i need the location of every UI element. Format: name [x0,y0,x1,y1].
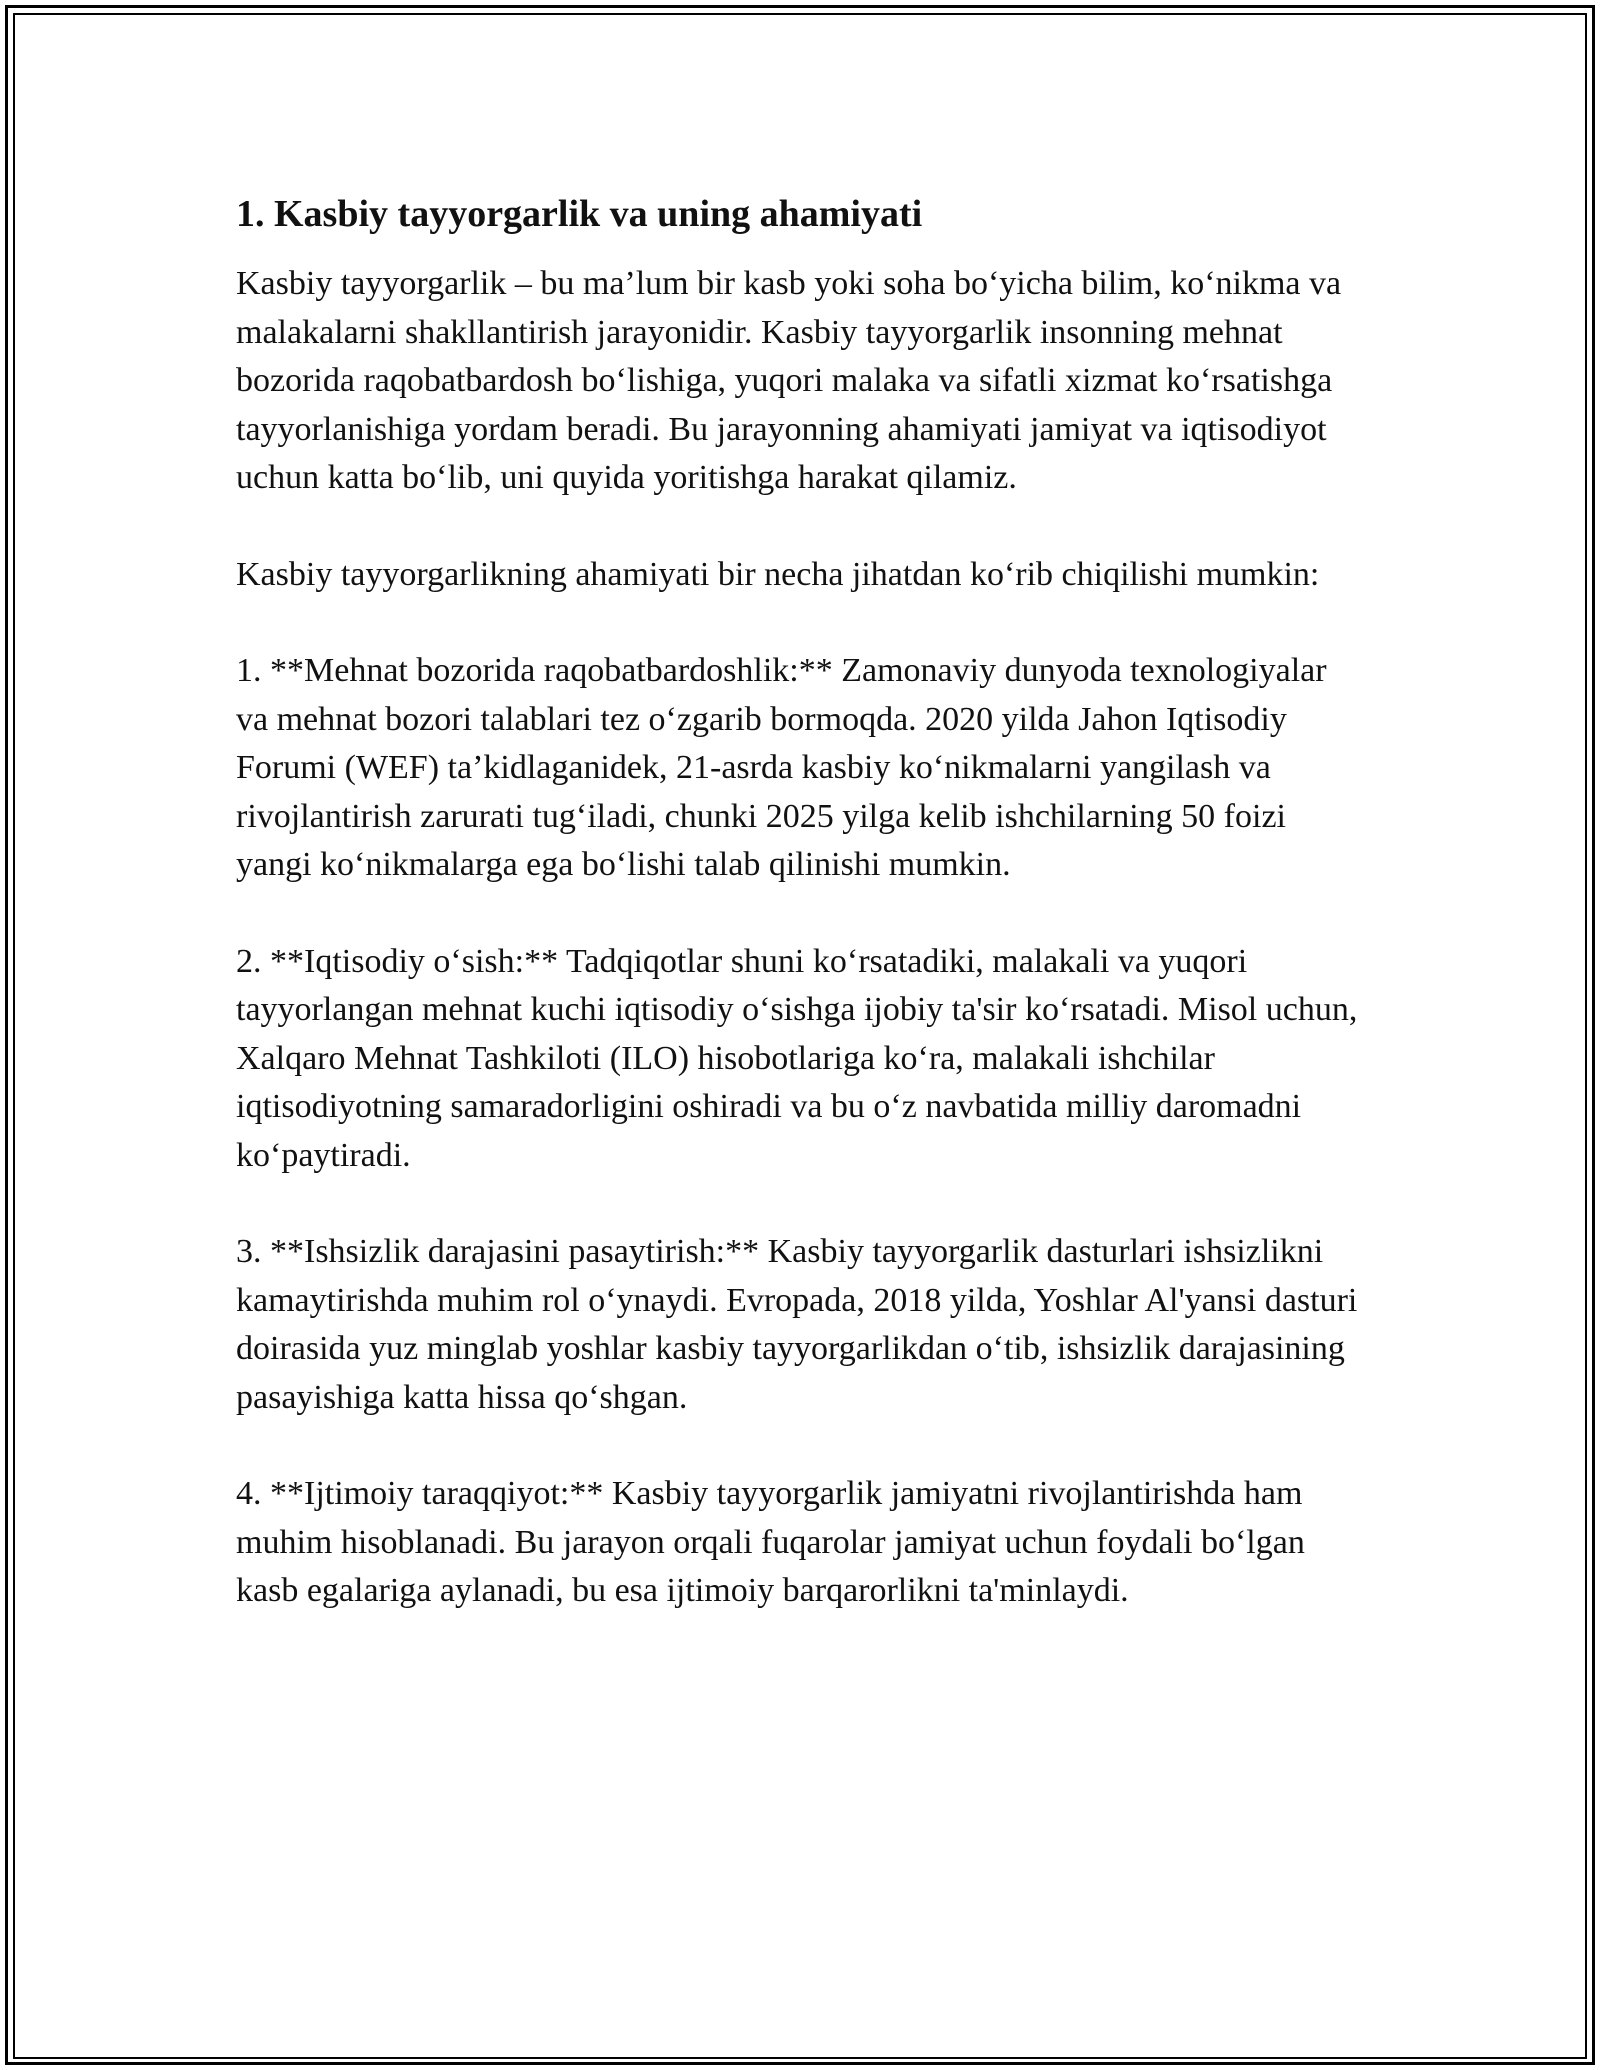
document-body [236,190,1366,1664]
point-4-paragraph: 4. **Ijtimoiy taraqqiyot:** Kasbiy tayyorgarlik jamiyatni rivojlantirishda ham muhim hisoblanadi. Bu jarayon orqali fuqarolar jamiyat uchun foydali bo‘lgan kasb egalariga aylanadi, bu esa ijtimoiy barqarorlikni ta'minlaydi. [236,1475,1305,1609]
point-2-paragraph: 2. **Iqtisodiy o‘sish:** Tadqiqotlar shuni ko‘rsatadiki, malakali va yuqori tayyorlangan mehnat kuchi iqtisodiy o‘sishga ijobiy ta'sir ko‘rsatadi. Misol uchun, Xalqaro Mehnat Tashkiloti (ILO) hisobotlariga ko‘ra, malakali ishchilar iqtisodiyotning samaradorligini oshiradi va bu o‘z navbatida milliy daromadni ko‘paytiradi. [236,942,1358,1174]
point-1-paragraph: 1. **Mehnat bozorida raqobatbardoshlik:** Zamonaviy dunyoda texnologiyalar va mehnat bozori talablari tez o‘zgarib bormoqda. 2020 yilda Jahon Iqtisodiy Forumi (WEF) ta’kidlaganidek, 21-asrda kasbiy ko‘nikmalarni yangilash va rivojlantirish zarurati tug‘iladi, chunki 2025 yilga kelib ishchilarning 50 foizi yangi ko‘nikmalarga ega bo‘lishi talab qilinishi mumkin. [236,652,1327,883]
lead-in-paragraph: Kasbiy tayyorgarlikning ahamiyati bir necha jihatdan ko‘rib chiqilishi mumkin: [236,555,1320,593]
intro-paragraph: Kasbiy tayyorgarlik – bu ma’lum bir kasb yoki soha bo‘yicha bilim, ko‘nikma va malakalarni shakllantirish jarayonidir. Kasbiy tayyorgarlik insonning mehnat bozorida raqobatbardosh bo‘lishiga, yuqori malaka va sifatli xizmat ko‘rsatishga tayyorlanishiga yordam beradi. Bu jarayonning ahamiyati jamiyat va iqtisodiyot uchun katta bo‘lib, uni quyida yoritishga harakat qilamiz. [236,265,1342,496]
section-heading: 1. Kasbiy tayyorgarlik va uning ahamiyati [236,193,923,235]
point-3-paragraph: 3. **Ishsizlik darajasini pasaytirish:** Kasbiy tayyorgarlik dasturlari ishsizlikni kamaytirishda muhim rol o‘ynaydi. Evropada, 2018 yilda, Yoshlar Al'yansi dasturi doirasida yuz minglab yoshlar kasbiy tayyorgarlikdan o‘tib, ishsizlik darajasining pasayishiga katta hissa qo‘shgan. [236,1233,1358,1416]
